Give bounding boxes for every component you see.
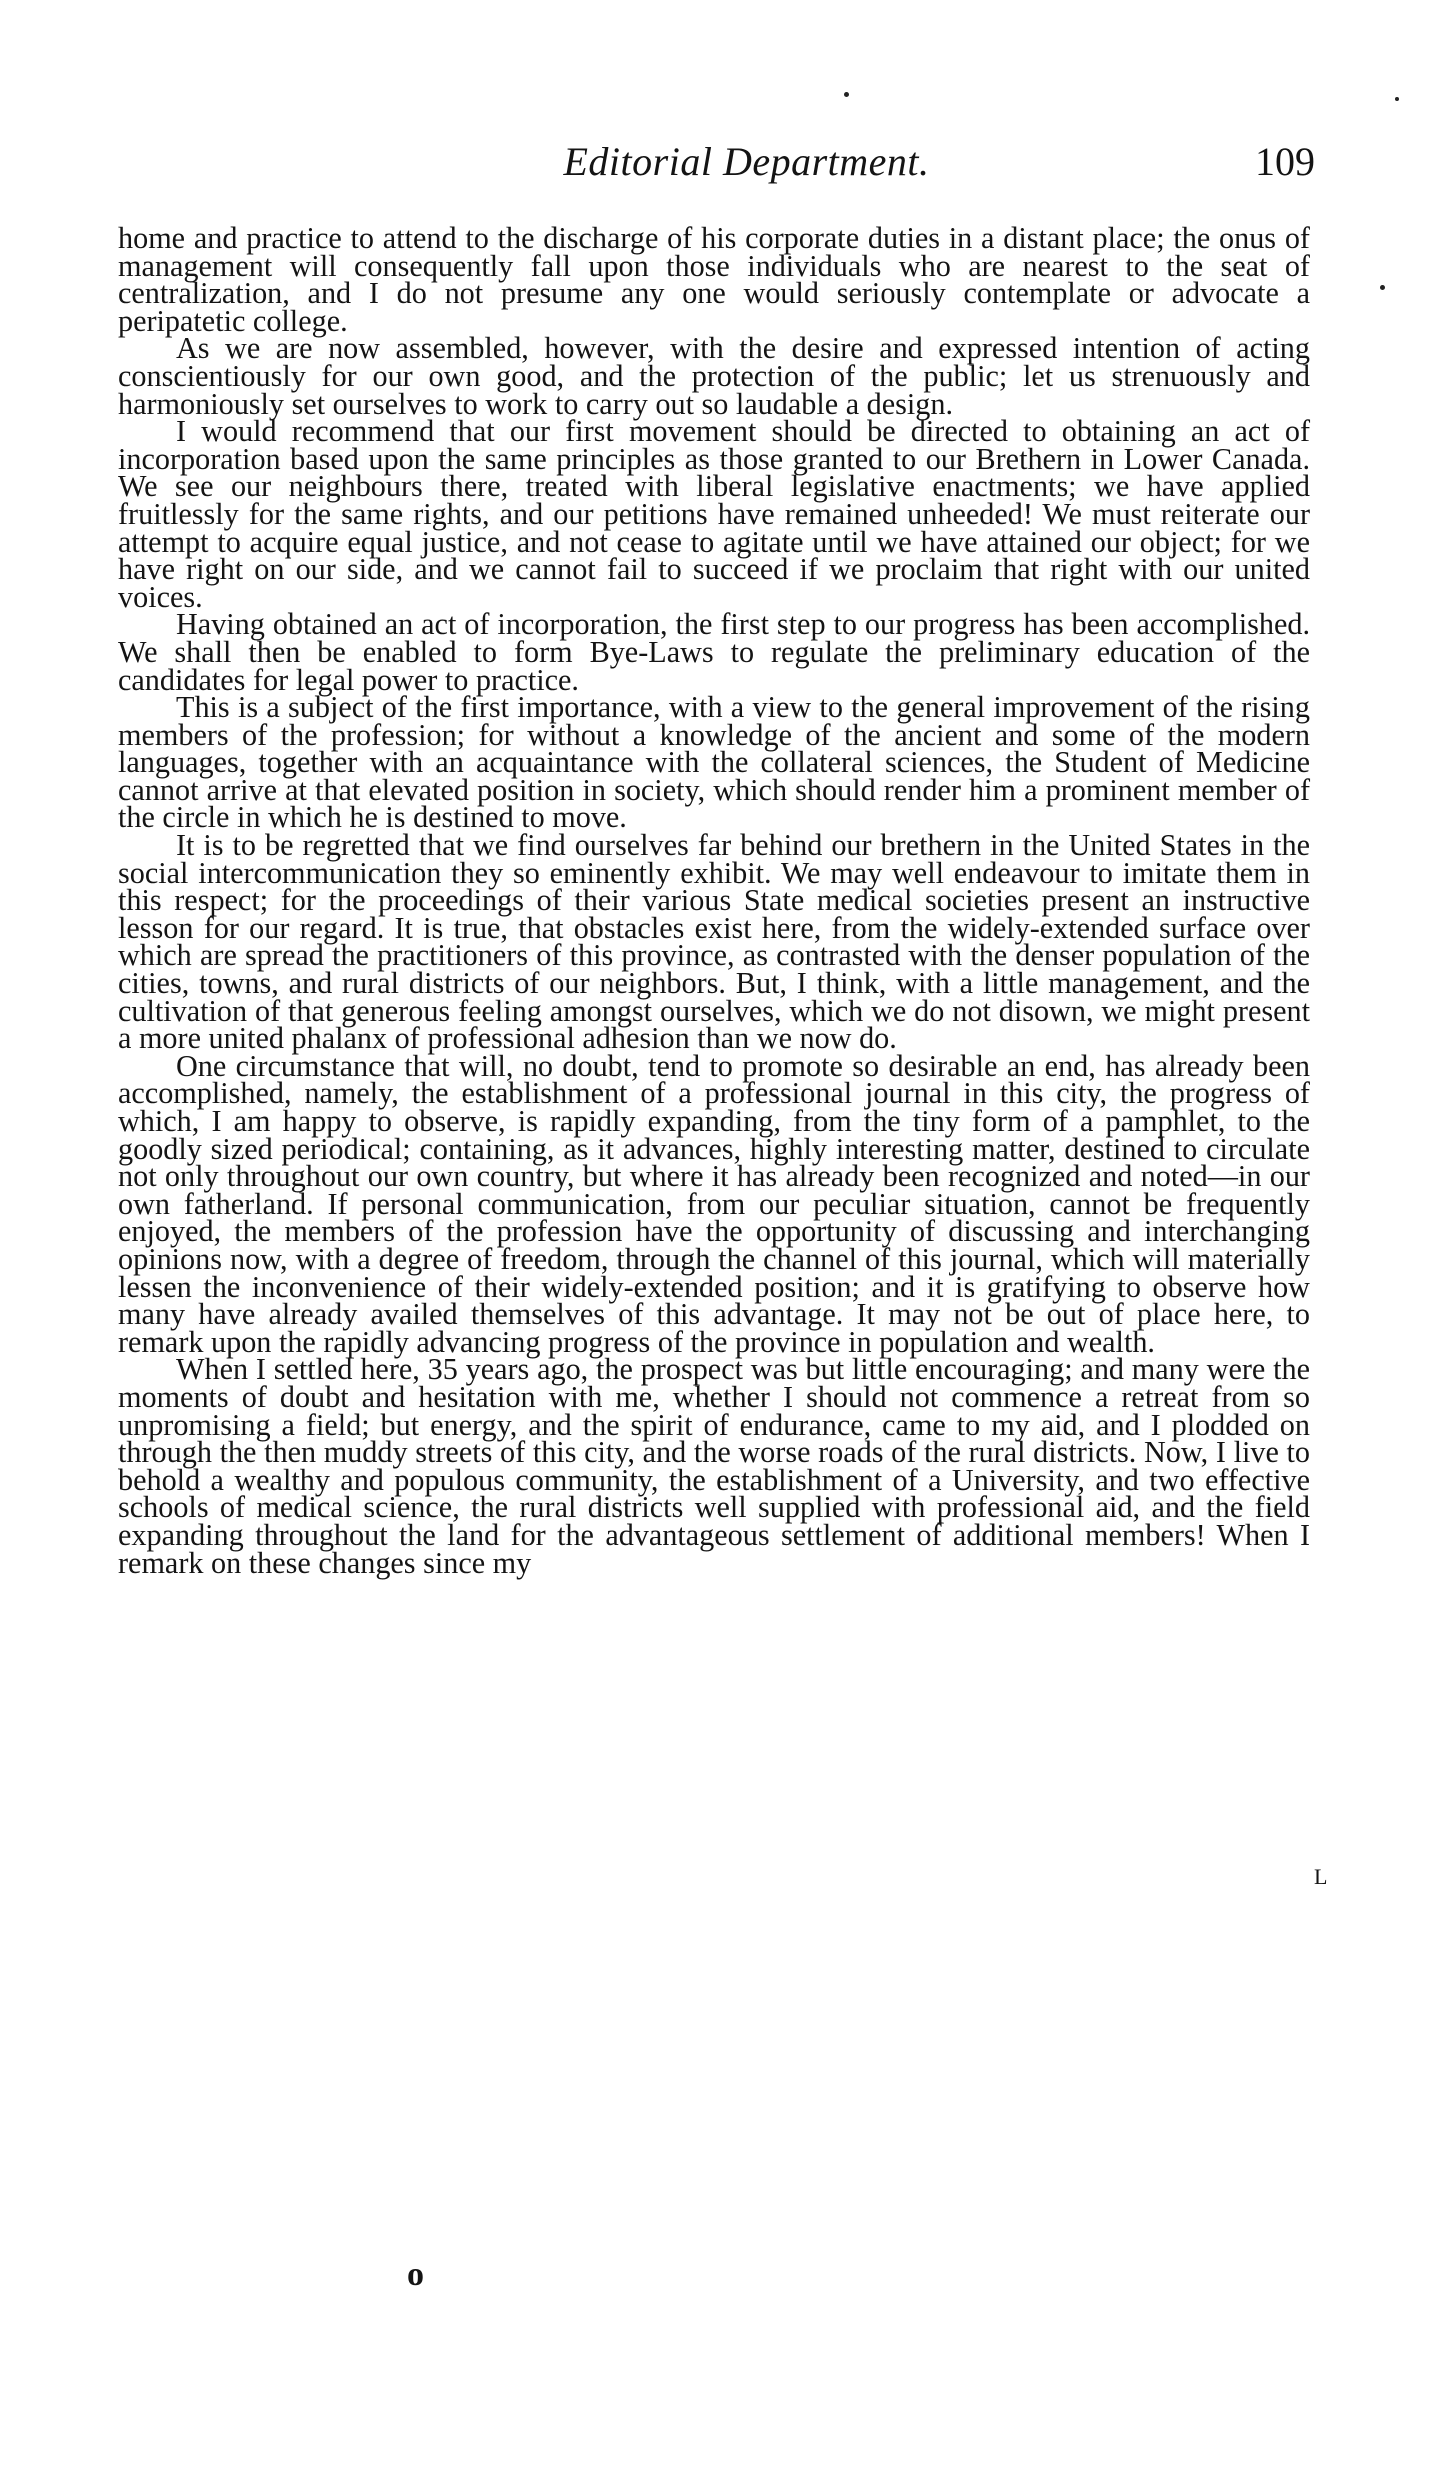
running-title: Editorial Department. [563,139,930,184]
paragraph: As we are now assembled, however, with the desire and expressed intention of acting conscientiously for our own good, and the protection of the public; let us strenuously and harmoniously set ourselves to work to carry out so laudable a design. [118,331,1310,421]
page-header [0,138,1433,198]
page-number: 109 [1255,139,1315,184]
ink-speck [1380,285,1385,290]
paragraph: When I settled here, 35 years ago, the prospect was but little encouraging; and many were the moments of doubt and hesitation with me, whether I should not commence a retreat from so unpromising a field; but energy, and the spirit of endurance, came to my aid, and I plodded on through the then muddy streets of this city, and the worse roads of the rural districts. Now, I live to behold a wealthy and populous community, the establishment of a University, and two effective schools of medical science, the rural districts well supplied with professional aid, and the field expanding throughout the land for the advantageous settlement of additional members! When I remark on these changes since my [118,1352,1310,1580]
ink-speck [844,92,849,97]
paragraph: I would recommend that our first movement should be directed to obtaining an act of incorporation based upon the same principles as those granted to our Brethern in Lower Canada. We see our neighbours there, treated with liberal legislative enactments; we have applied fruitlessly for the same rights, and our petitions have remained unheeded! We must reiterate our attempt to acquire equal justice, and not cease to agitate until we have attained our object; for we have right on our side, and we cannot fail to succeed if we proclaim that right with our united voices. [118,414,1310,614]
signature-mark: o [407,2256,424,2293]
body-text [118,221,1310,1580]
paragraph: One circumstance that will, no doubt, tend to promote so desirable an end, has already been accomplished, namely, the establishment of a professional journal in this city, the progress of which, I am happy to observe, is rapidly expanding, from the tiny form of a pamphlet, to the goodly sized periodical; containing, as it advances, highly interesting matter, destined to circulate not only throughout our own country, but where it has already been recognized and noted—in our own fatherland. If personal communication, from our peculiar situation, cannot be frequently enjoyed, the members of the profession have the opportunity of discussing and interchanging opinions now, with a degree of freedom, through the channel of this journal, which will materially lessen the inconvenience of their widely-extended position; and it is gratifying to observe how many have already availed themselves of this advantage. It may not be out of place here, to remark upon the rapidly advancing progress of the province in population and wealth. [118,1048,1310,1359]
paragraph: Having obtained an act of incorporation, the first step to our progress has been accomplished. We shall then be enabled to form Bye-Laws to regulate the preliminary education of the candidates for legal power to practice. [118,607,1310,697]
paragraph: home and practice to attend to the discharge of his corporate duties in a distant place; the onus of management will consequently fall upon those individuals who are nearest to the seat of centralization, and I do not presume any one would seriously contemplate or advocate a peripatetic college. [118,221,1310,338]
paragraph: This is a subject of the first importance, with a view to the general improvement of the rising members of the profession; for without a knowledge of the ancient and some of the modern languages, together with an acquaintance with the collateral sciences, the Student of Medicine cannot arrive at that elevated position in society, which should render him a prominent member of the circle in which he is destined to move. [118,690,1310,835]
ink-speck [1395,97,1399,101]
paragraph: It is to be regretted that we find ourselves far behind our brethern in the United States in the social intercommunication they so eminently exhibit. We may well endeavour to imitate them in this respect; for the proceedings of their various State medical societies present an instructive lesson for our regard. It is true, that obstacles exist here, from the widely-extended surface over which are spread the practitioners of this province, as contrasted with the denser population of the cities, towns, and rural districts of our neighbors. But, I think, with a little management, and the cultivation of that generous feeling amongst ourselves, which we do not disown, we might present a more united phalanx of professional adhesion than we now do. [118,828,1310,1056]
margin-note: L [1314,1864,1328,1889]
